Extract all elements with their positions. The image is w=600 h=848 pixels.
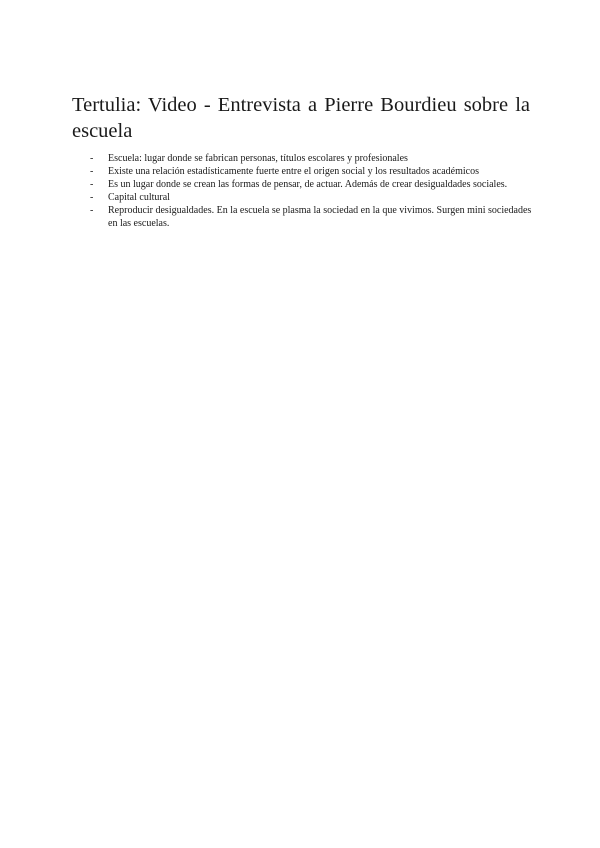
bullet-dash: - xyxy=(90,205,94,216)
list-item-text: Capital cultural xyxy=(108,192,170,203)
list-item xyxy=(90,178,540,191)
bullet-dash: - xyxy=(90,192,94,203)
bullet-dash: - xyxy=(90,179,94,190)
list-item xyxy=(90,152,540,165)
list-item-text: Es un lugar donde se crean las formas de pensar, de actuar. Además de crear desigualdades sociales. xyxy=(108,179,508,190)
list-item xyxy=(90,204,540,230)
bullet-dash: - xyxy=(90,166,94,177)
bullet-list xyxy=(90,152,540,230)
list-item-text: Reproducir desigualdades. En la escuela se plasma la sociedad en la que vivimos. Surgen mini sociedades en las escuelas. xyxy=(108,205,532,229)
document-title: Tertulia: Video - Entrevista a Pierre Bourdieu sobre la escuela xyxy=(72,94,530,142)
list-item-text: Existe una relación estadísticamente fuerte entre el origen social y los resultados académicos xyxy=(108,166,479,177)
list-item-text: Escuela: lugar donde se fabrican personas, títulos escolares y profesionales xyxy=(108,153,408,164)
bullet-dash: - xyxy=(90,153,94,164)
list-item xyxy=(90,191,540,204)
list-item xyxy=(90,165,540,178)
